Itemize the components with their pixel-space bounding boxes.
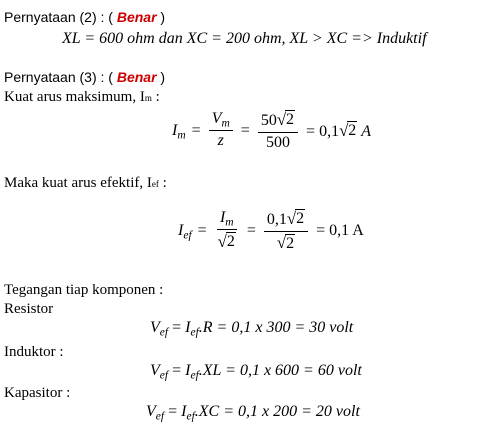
max-current-fraction-2: 50 √ 2 500 [258, 110, 298, 151]
effective-current-fraction-2: 0,1 √ 2 √ 2 [264, 209, 308, 253]
statement-3-label: Pernyataan (3) : ( [4, 69, 113, 85]
resistor-label: Resistor [4, 301, 54, 317]
capacitor-label: Kapasitor : [4, 385, 71, 401]
max-current-equation: $I_m$ = $\frac{V_m}{z}$ = 50 √ 2 500 = 0,1 √ 2 A [172, 109, 372, 151]
statement-2-close: ) [160, 9, 166, 25]
statement-2-label: Pernyataan (2) : ( [4, 9, 113, 25]
inductor-label: Induktor : [4, 344, 64, 360]
effective-current-fraction-1: $I_m$ √ 2 [217, 209, 235, 251]
statement-2-heading [4, 10, 165, 24]
statement-3-heading [4, 70, 165, 84]
inductor-voltage-equation: $V_{ef} = I_{ef}.XL = 0,1$ x 600 = 60 volt [150, 362, 362, 382]
statement-2-equation: XL = 600 ohm dan XC = 200 ohm, XL > XC => Induktif [62, 30, 427, 47]
statement-3-verdict: Benar [116, 69, 157, 85]
effective-current-lhs: $I_{ef}$ [178, 222, 192, 242]
statement-2-verdict: Benar [116, 9, 157, 25]
max-current-fraction-1: $\frac{V_m}{z}$ [209, 111, 233, 150]
max-current-intro: Kuat arus maksimum, Im : [4, 89, 160, 105]
max-current-result: = 0,1 √ 2 A [306, 121, 372, 141]
voltages-intro: Tegangan tiap komponen : [4, 282, 164, 298]
max-current-lhs: $I_m$ [172, 121, 186, 142]
statement-3-close: ) [160, 69, 166, 85]
effective-current-result: = 0,1 A [316, 222, 364, 240]
effective-current-equation: $I_{ef}$ = $I_m$ √ 2 = 0,1 √ 2 √ 2 = 0,1 A [178, 208, 364, 253]
effective-current-intro: Maka kuat arus efektif, Ief : [4, 175, 167, 191]
capacitor-voltage-equation: $V_{ef} = I_{ef}.XC = 0,1$ x 200 = 20 volt [146, 403, 360, 423]
resistor-voltage-equation: $V_{ef} = I_{ef}.R = 0,1$ x 300 = 30 volt [150, 319, 354, 339]
